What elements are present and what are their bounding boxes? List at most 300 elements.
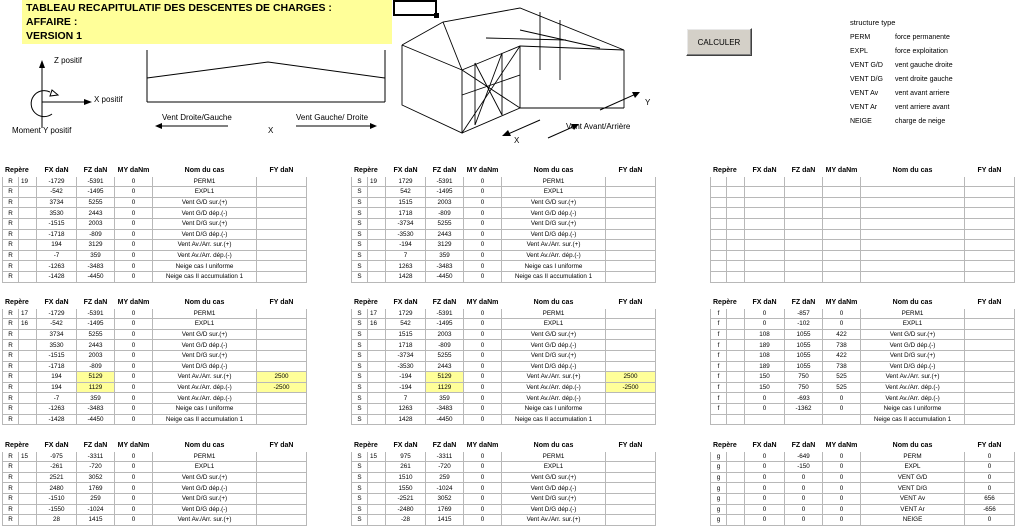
table-cell[interactable] [727, 308, 745, 319]
table-cell[interactable] [368, 403, 386, 414]
table-cell[interactable]: Vent Av./Arr. sur.(+) [502, 515, 606, 526]
table-cell[interactable]: -28 [386, 515, 426, 526]
table-cell[interactable]: 0 [745, 472, 785, 483]
table-cell[interactable] [368, 350, 386, 361]
table-cell[interactable]: 1769 [77, 483, 115, 494]
table-cell[interactable] [257, 483, 307, 494]
table-cell[interactable]: 1550 [386, 483, 426, 494]
table-cell[interactable] [606, 250, 656, 261]
table-cell[interactable]: g [711, 504, 727, 515]
table-cell[interactable]: EXPL1 [502, 319, 606, 330]
table-cell[interactable]: 150 [745, 372, 785, 383]
table-cell[interactable]: 0 [823, 483, 861, 494]
table-cell[interactable]: 0 [823, 472, 861, 483]
table-cell[interactable]: R [3, 208, 19, 219]
table-cell[interactable]: 0 [464, 451, 502, 462]
table-cell[interactable]: 1055 [785, 329, 823, 340]
table-cell[interactable]: 0 [464, 361, 502, 372]
table-cell[interactable] [257, 240, 307, 251]
table-cell[interactable]: R [3, 176, 19, 187]
table-cell[interactable]: Vent Av./Arr. dép.(-) [153, 393, 257, 404]
table-cell[interactable] [606, 515, 656, 526]
table-cell[interactable] [19, 329, 37, 340]
table-cell[interactable] [19, 515, 37, 526]
table-cell[interactable] [368, 493, 386, 504]
table-cell[interactable] [727, 451, 745, 462]
table-cell[interactable] [606, 361, 656, 372]
table-cell[interactable] [257, 393, 307, 404]
table-cell[interactable] [727, 187, 745, 198]
table-cell[interactable] [727, 504, 745, 515]
table-cell[interactable]: 0 [115, 515, 153, 526]
table-cell[interactable]: R [3, 361, 19, 372]
table-cell[interactable] [965, 329, 1015, 340]
table-cell[interactable] [965, 187, 1015, 198]
table-cell[interactable]: R [3, 451, 19, 462]
table-cell[interactable]: -1263 [37, 261, 77, 272]
table-cell[interactable]: R [3, 504, 19, 515]
table-cell[interactable]: R [3, 261, 19, 272]
table-cell[interactable]: 359 [77, 250, 115, 261]
table-cell[interactable] [19, 229, 37, 240]
table-cell[interactable]: Vent G/D sur.(+) [861, 329, 965, 340]
table-cell[interactable]: -5391 [77, 176, 115, 187]
table-cell[interactable]: 0 [785, 483, 823, 494]
table-cell[interactable]: R [3, 271, 19, 282]
table-cell[interactable]: S [352, 372, 368, 383]
table-cell[interactable]: Vent G/D dép.(-) [502, 340, 606, 351]
table-cell[interactable] [257, 350, 307, 361]
table-cell[interactable]: 0 [464, 308, 502, 319]
table-cell[interactable]: g [711, 483, 727, 494]
table-cell[interactable]: 2521 [37, 472, 77, 483]
table-cell[interactable]: 2443 [77, 340, 115, 351]
table-cell[interactable]: 0 [115, 187, 153, 198]
table-cell[interactable]: S [352, 176, 368, 187]
table-cell[interactable]: 17 [19, 308, 37, 319]
table-cell[interactable]: Neige cas II accumulation 1 [861, 414, 965, 425]
table-cell[interactable] [727, 250, 745, 261]
table-cell[interactable]: S [352, 462, 368, 473]
table-cell[interactable]: 194 [37, 240, 77, 251]
table-cell[interactable]: PERM1 [861, 308, 965, 319]
table-cell[interactable]: 0 [745, 308, 785, 319]
table-cell[interactable]: 0 [745, 462, 785, 473]
table-cell[interactable]: S [352, 250, 368, 261]
table-cell[interactable] [965, 319, 1015, 330]
table-cell[interactable] [257, 319, 307, 330]
table-cell[interactable]: -3530 [386, 229, 426, 240]
table-cell[interactable] [823, 208, 861, 219]
table-cell[interactable]: 194 [37, 372, 77, 383]
table-cell[interactable]: -3311 [77, 451, 115, 462]
table-cell[interactable] [606, 261, 656, 272]
table-cell[interactable]: 0 [115, 319, 153, 330]
table-cell[interactable]: S [352, 483, 368, 494]
table-cell[interactable]: 0 [115, 472, 153, 483]
table-cell[interactable]: 1729 [386, 308, 426, 319]
table-cell[interactable]: Vent Av./Arr. sur.(+) [502, 240, 606, 251]
table-cell[interactable] [257, 361, 307, 372]
table-cell[interactable]: R [3, 493, 19, 504]
table-cell[interactable]: -1428 [37, 414, 77, 425]
table-cell[interactable]: S [352, 350, 368, 361]
table-cell[interactable]: R [3, 350, 19, 361]
table-cell[interactable]: Vent Av./Arr. dép.(-) [861, 382, 965, 393]
table-cell[interactable]: S [352, 451, 368, 462]
table-cell[interactable]: 0 [115, 493, 153, 504]
table-cell[interactable]: Vent G/D dép.(-) [861, 340, 965, 351]
table-cell[interactable]: -4450 [77, 414, 115, 425]
table-cell[interactable]: Vent D/G dép.(-) [502, 229, 606, 240]
table-cell[interactable]: f [711, 350, 727, 361]
table-cell[interactable] [965, 250, 1015, 261]
table-cell[interactable] [711, 261, 727, 272]
table-cell[interactable] [19, 393, 37, 404]
table-cell[interactable]: 15 [368, 451, 386, 462]
table-cell[interactable]: 0 [464, 250, 502, 261]
table-cell[interactable] [19, 382, 37, 393]
table-cell[interactable]: 525 [823, 372, 861, 383]
table-cell[interactable]: PERM1 [153, 451, 257, 462]
calculate-button[interactable]: CALCULER [686, 28, 752, 56]
table-cell[interactable] [368, 372, 386, 383]
table-cell[interactable] [19, 372, 37, 383]
table-cell[interactable]: 0 [745, 504, 785, 515]
table-cell[interactable] [368, 462, 386, 473]
table-cell[interactable]: S [352, 229, 368, 240]
table-cell[interactable]: -809 [77, 229, 115, 240]
table-cell[interactable]: Vent Av./Arr. sur.(+) [861, 372, 965, 383]
table-cell[interactable]: 0 [464, 493, 502, 504]
table-cell[interactable]: 1055 [785, 361, 823, 372]
table-cell[interactable] [257, 504, 307, 515]
table-cell[interactable] [965, 271, 1015, 282]
table-cell[interactable]: S [352, 208, 368, 219]
table-cell[interactable]: f [711, 319, 727, 330]
table-cell[interactable] [711, 218, 727, 229]
table-cell[interactable] [965, 372, 1015, 383]
table-cell[interactable]: 259 [426, 472, 464, 483]
table-cell[interactable]: S [352, 382, 368, 393]
table-cell[interactable]: g [711, 493, 727, 504]
table-cell[interactable]: 1415 [426, 515, 464, 526]
table-cell[interactable]: -809 [426, 208, 464, 219]
table-cell[interactable]: Neige cas I uniforme [861, 403, 965, 414]
table-cell[interactable]: -1510 [37, 493, 77, 504]
table-cell[interactable] [368, 504, 386, 515]
table-cell[interactable] [965, 350, 1015, 361]
table-cell[interactable] [727, 462, 745, 473]
table-cell[interactable] [257, 451, 307, 462]
table-cell[interactable]: 542 [386, 319, 426, 330]
table-cell[interactable]: 1718 [386, 208, 426, 219]
table-cell[interactable]: 738 [823, 361, 861, 372]
table-cell[interactable] [711, 197, 727, 208]
table-cell[interactable]: -542 [37, 187, 77, 198]
table-cell[interactable]: 1769 [426, 504, 464, 515]
table-cell[interactable]: EXPL1 [502, 187, 606, 198]
table-cell[interactable] [727, 382, 745, 393]
table-cell[interactable]: -975 [37, 451, 77, 462]
table-cell[interactable]: f [711, 403, 727, 414]
table-cell[interactable]: NEIGE [861, 515, 965, 526]
table-cell[interactable]: EXPL1 [861, 319, 965, 330]
table-cell[interactable] [711, 414, 727, 425]
table-cell[interactable]: PERM1 [502, 176, 606, 187]
table-cell[interactable] [368, 382, 386, 393]
table-cell[interactable]: -3734 [386, 350, 426, 361]
table-cell[interactable] [606, 229, 656, 240]
table-cell[interactable] [257, 493, 307, 504]
table-cell[interactable]: 0 [785, 515, 823, 526]
table-cell[interactable]: 3530 [37, 208, 77, 219]
table-cell[interactable]: R [3, 382, 19, 393]
table-cell[interactable]: 0 [464, 472, 502, 483]
table-cell[interactable] [785, 197, 823, 208]
table-cell[interactable]: Vent G/D dép.(-) [502, 483, 606, 494]
table-cell[interactable]: -3311 [426, 451, 464, 462]
table-cell[interactable]: 738 [823, 340, 861, 351]
table-cell[interactable]: Vent Av./Arr. dép.(-) [153, 382, 257, 393]
table-cell[interactable]: -1428 [37, 271, 77, 282]
table-cell[interactable] [368, 250, 386, 261]
table-cell[interactable]: -4450 [426, 271, 464, 282]
table-cell[interactable]: 0 [745, 319, 785, 330]
table-cell[interactable]: Vent Av./Arr. sur.(+) [502, 372, 606, 383]
table-cell[interactable] [861, 218, 965, 229]
table-cell[interactable] [785, 218, 823, 229]
table-cell[interactable] [823, 229, 861, 240]
table-cell[interactable]: -2480 [386, 504, 426, 515]
table-cell[interactable]: 0 [823, 504, 861, 515]
table-cell[interactable] [368, 208, 386, 219]
table-cell[interactable]: f [711, 393, 727, 404]
table-cell[interactable] [965, 197, 1015, 208]
table-cell[interactable]: 2003 [77, 218, 115, 229]
table-cell[interactable]: g [711, 451, 727, 462]
table-cell[interactable]: R [3, 414, 19, 425]
table-cell[interactable] [727, 229, 745, 240]
table-cell[interactable]: PERM1 [502, 308, 606, 319]
table-cell[interactable] [727, 393, 745, 404]
table-cell[interactable]: S [352, 197, 368, 208]
table-cell[interactable] [785, 261, 823, 272]
table-cell[interactable] [823, 197, 861, 208]
table-cell[interactable] [727, 483, 745, 494]
table-cell[interactable]: Neige cas II accumulation 1 [153, 414, 257, 425]
table-cell[interactable] [727, 218, 745, 229]
table-cell[interactable] [368, 515, 386, 526]
table-cell[interactable]: 16 [19, 319, 37, 330]
table-cell[interactable]: -1495 [77, 319, 115, 330]
table-cell[interactable]: 189 [745, 361, 785, 372]
table-cell[interactable] [368, 472, 386, 483]
table-cell[interactable] [19, 340, 37, 351]
table-cell[interactable]: S [352, 261, 368, 272]
table-cell[interactable] [727, 208, 745, 219]
table-cell[interactable]: VENT G/D [861, 472, 965, 483]
table-cell[interactable] [257, 472, 307, 483]
table-cell[interactable]: VENT Av [861, 493, 965, 504]
table-cell[interactable]: 0 [464, 350, 502, 361]
table-cell[interactable]: S [352, 218, 368, 229]
table-cell[interactable] [606, 208, 656, 219]
table-cell[interactable] [368, 361, 386, 372]
table-cell[interactable] [785, 240, 823, 251]
table-cell[interactable]: Vent D/G dép.(-) [153, 361, 257, 372]
table-cell[interactable] [745, 271, 785, 282]
table-cell[interactable]: -194 [386, 240, 426, 251]
table-cell[interactable]: S [352, 472, 368, 483]
table-cell[interactable]: 2443 [426, 361, 464, 372]
table-cell[interactable]: 5255 [77, 329, 115, 340]
table-cell[interactable]: 7 [386, 393, 426, 404]
table-cell[interactable]: Vent D/G dép.(-) [861, 361, 965, 372]
table-cell[interactable]: 0 [464, 504, 502, 515]
table-cell[interactable]: Vent Av./Arr. sur.(+) [153, 240, 257, 251]
table-cell[interactable]: 0 [745, 403, 785, 414]
table-cell[interactable]: 0 [464, 403, 502, 414]
table-cell[interactable] [257, 403, 307, 414]
table-cell[interactable] [19, 462, 37, 473]
table-cell[interactable]: -1495 [426, 187, 464, 198]
table-cell[interactable] [19, 472, 37, 483]
table-cell[interactable] [257, 187, 307, 198]
table-cell[interactable]: Vent G/D dép.(-) [153, 208, 257, 219]
table-cell[interactable]: 0 [115, 176, 153, 187]
table-cell[interactable]: -1024 [77, 504, 115, 515]
table-cell[interactable]: 150 [745, 382, 785, 393]
table-cell[interactable] [745, 414, 785, 425]
table-cell[interactable] [823, 261, 861, 272]
table-cell[interactable] [861, 176, 965, 187]
table-cell[interactable]: -656 [965, 504, 1015, 515]
table-cell[interactable] [727, 403, 745, 414]
table-cell[interactable]: 194 [37, 382, 77, 393]
table-cell[interactable]: 3530 [37, 340, 77, 351]
table-cell[interactable]: 0 [115, 504, 153, 515]
table-cell[interactable] [861, 250, 965, 261]
table-cell[interactable]: 0 [115, 271, 153, 282]
table-cell[interactable]: -809 [426, 340, 464, 351]
table-cell[interactable]: 0 [464, 340, 502, 351]
table-cell[interactable]: R [3, 340, 19, 351]
table-cell[interactable] [711, 187, 727, 198]
table-cell[interactable]: EXPL1 [153, 319, 257, 330]
table-cell[interactable] [368, 240, 386, 251]
table-cell[interactable]: Vent D/G sur.(+) [502, 350, 606, 361]
table-cell[interactable]: S [352, 329, 368, 340]
table-cell[interactable]: 0 [464, 462, 502, 473]
table-cell[interactable]: 0 [464, 187, 502, 198]
table-cell[interactable]: R [3, 229, 19, 240]
table-cell[interactable] [711, 271, 727, 282]
table-cell[interactable]: Vent Av./Arr. dép.(-) [502, 393, 606, 404]
table-cell[interactable] [711, 250, 727, 261]
table-cell[interactable]: -1515 [37, 350, 77, 361]
table-cell[interactable] [823, 250, 861, 261]
table-cell[interactable] [727, 176, 745, 187]
table-cell[interactable]: 0 [115, 414, 153, 425]
table-cell[interactable]: g [711, 472, 727, 483]
table-cell[interactable] [727, 319, 745, 330]
table-cell[interactable]: 2443 [426, 229, 464, 240]
table-cell[interactable]: 0 [464, 393, 502, 404]
table-cell[interactable] [606, 240, 656, 251]
table-cell[interactable]: 0 [464, 261, 502, 272]
table-cell[interactable]: 1263 [386, 261, 426, 272]
table-cell[interactable]: f [711, 361, 727, 372]
table-cell[interactable]: 0 [464, 414, 502, 425]
table-cell[interactable] [257, 218, 307, 229]
table-cell[interactable] [727, 493, 745, 504]
table-cell[interactable] [19, 197, 37, 208]
table-cell[interactable]: 0 [464, 372, 502, 383]
table-cell[interactable] [606, 340, 656, 351]
table-cell[interactable] [823, 187, 861, 198]
table-cell[interactable] [785, 229, 823, 240]
table-cell[interactable] [19, 403, 37, 414]
table-cell[interactable]: f [711, 329, 727, 340]
table-cell[interactable]: Vent G/D sur.(+) [153, 197, 257, 208]
table-cell[interactable] [19, 250, 37, 261]
table-cell[interactable]: 1263 [386, 403, 426, 414]
table-cell[interactable]: 0 [785, 493, 823, 504]
table-cell[interactable]: 0 [823, 515, 861, 526]
table-cell[interactable]: -1729 [37, 176, 77, 187]
table-cell[interactable]: 19 [19, 176, 37, 187]
table-cell[interactable]: 542 [386, 187, 426, 198]
table-cell[interactable] [965, 403, 1015, 414]
table-cell[interactable]: 0 [785, 472, 823, 483]
table-cell[interactable]: 0 [464, 240, 502, 251]
table-cell[interactable]: Vent Av./Arr. dép.(-) [861, 393, 965, 404]
table-cell[interactable]: 1055 [785, 340, 823, 351]
table-cell[interactable]: Vent D/G dép.(-) [502, 504, 606, 515]
table-cell[interactable]: 19 [368, 176, 386, 187]
table-cell[interactable] [965, 240, 1015, 251]
table-cell[interactable] [823, 176, 861, 187]
table-cell[interactable] [606, 319, 656, 330]
table-cell[interactable]: 0 [115, 240, 153, 251]
table-cell[interactable]: -1729 [37, 308, 77, 319]
table-cell[interactable]: 1055 [785, 350, 823, 361]
table-cell[interactable]: S [352, 340, 368, 351]
table-cell[interactable]: 2500 [606, 372, 656, 383]
table-cell[interactable] [257, 340, 307, 351]
table-cell[interactable]: -1515 [37, 218, 77, 229]
table-cell[interactable] [965, 261, 1015, 272]
table-cell[interactable] [368, 261, 386, 272]
table-cell[interactable]: 0 [464, 218, 502, 229]
table-cell[interactable] [785, 176, 823, 187]
table-cell[interactable]: Vent G/D dép.(-) [153, 483, 257, 494]
table-cell[interactable]: R [3, 319, 19, 330]
table-cell[interactable]: 0 [823, 393, 861, 404]
table-cell[interactable]: -1024 [426, 483, 464, 494]
table-cell[interactable]: Vent D/G sur.(+) [153, 493, 257, 504]
table-cell[interactable]: 1415 [77, 515, 115, 526]
table-cell[interactable] [606, 393, 656, 404]
table-cell[interactable]: 2003 [77, 350, 115, 361]
table-cell[interactable] [19, 493, 37, 504]
table-cell[interactable]: 0 [115, 462, 153, 473]
table-cell[interactable] [861, 271, 965, 282]
table-cell[interactable] [727, 197, 745, 208]
table-cell[interactable] [19, 208, 37, 219]
table-cell[interactable] [606, 218, 656, 229]
